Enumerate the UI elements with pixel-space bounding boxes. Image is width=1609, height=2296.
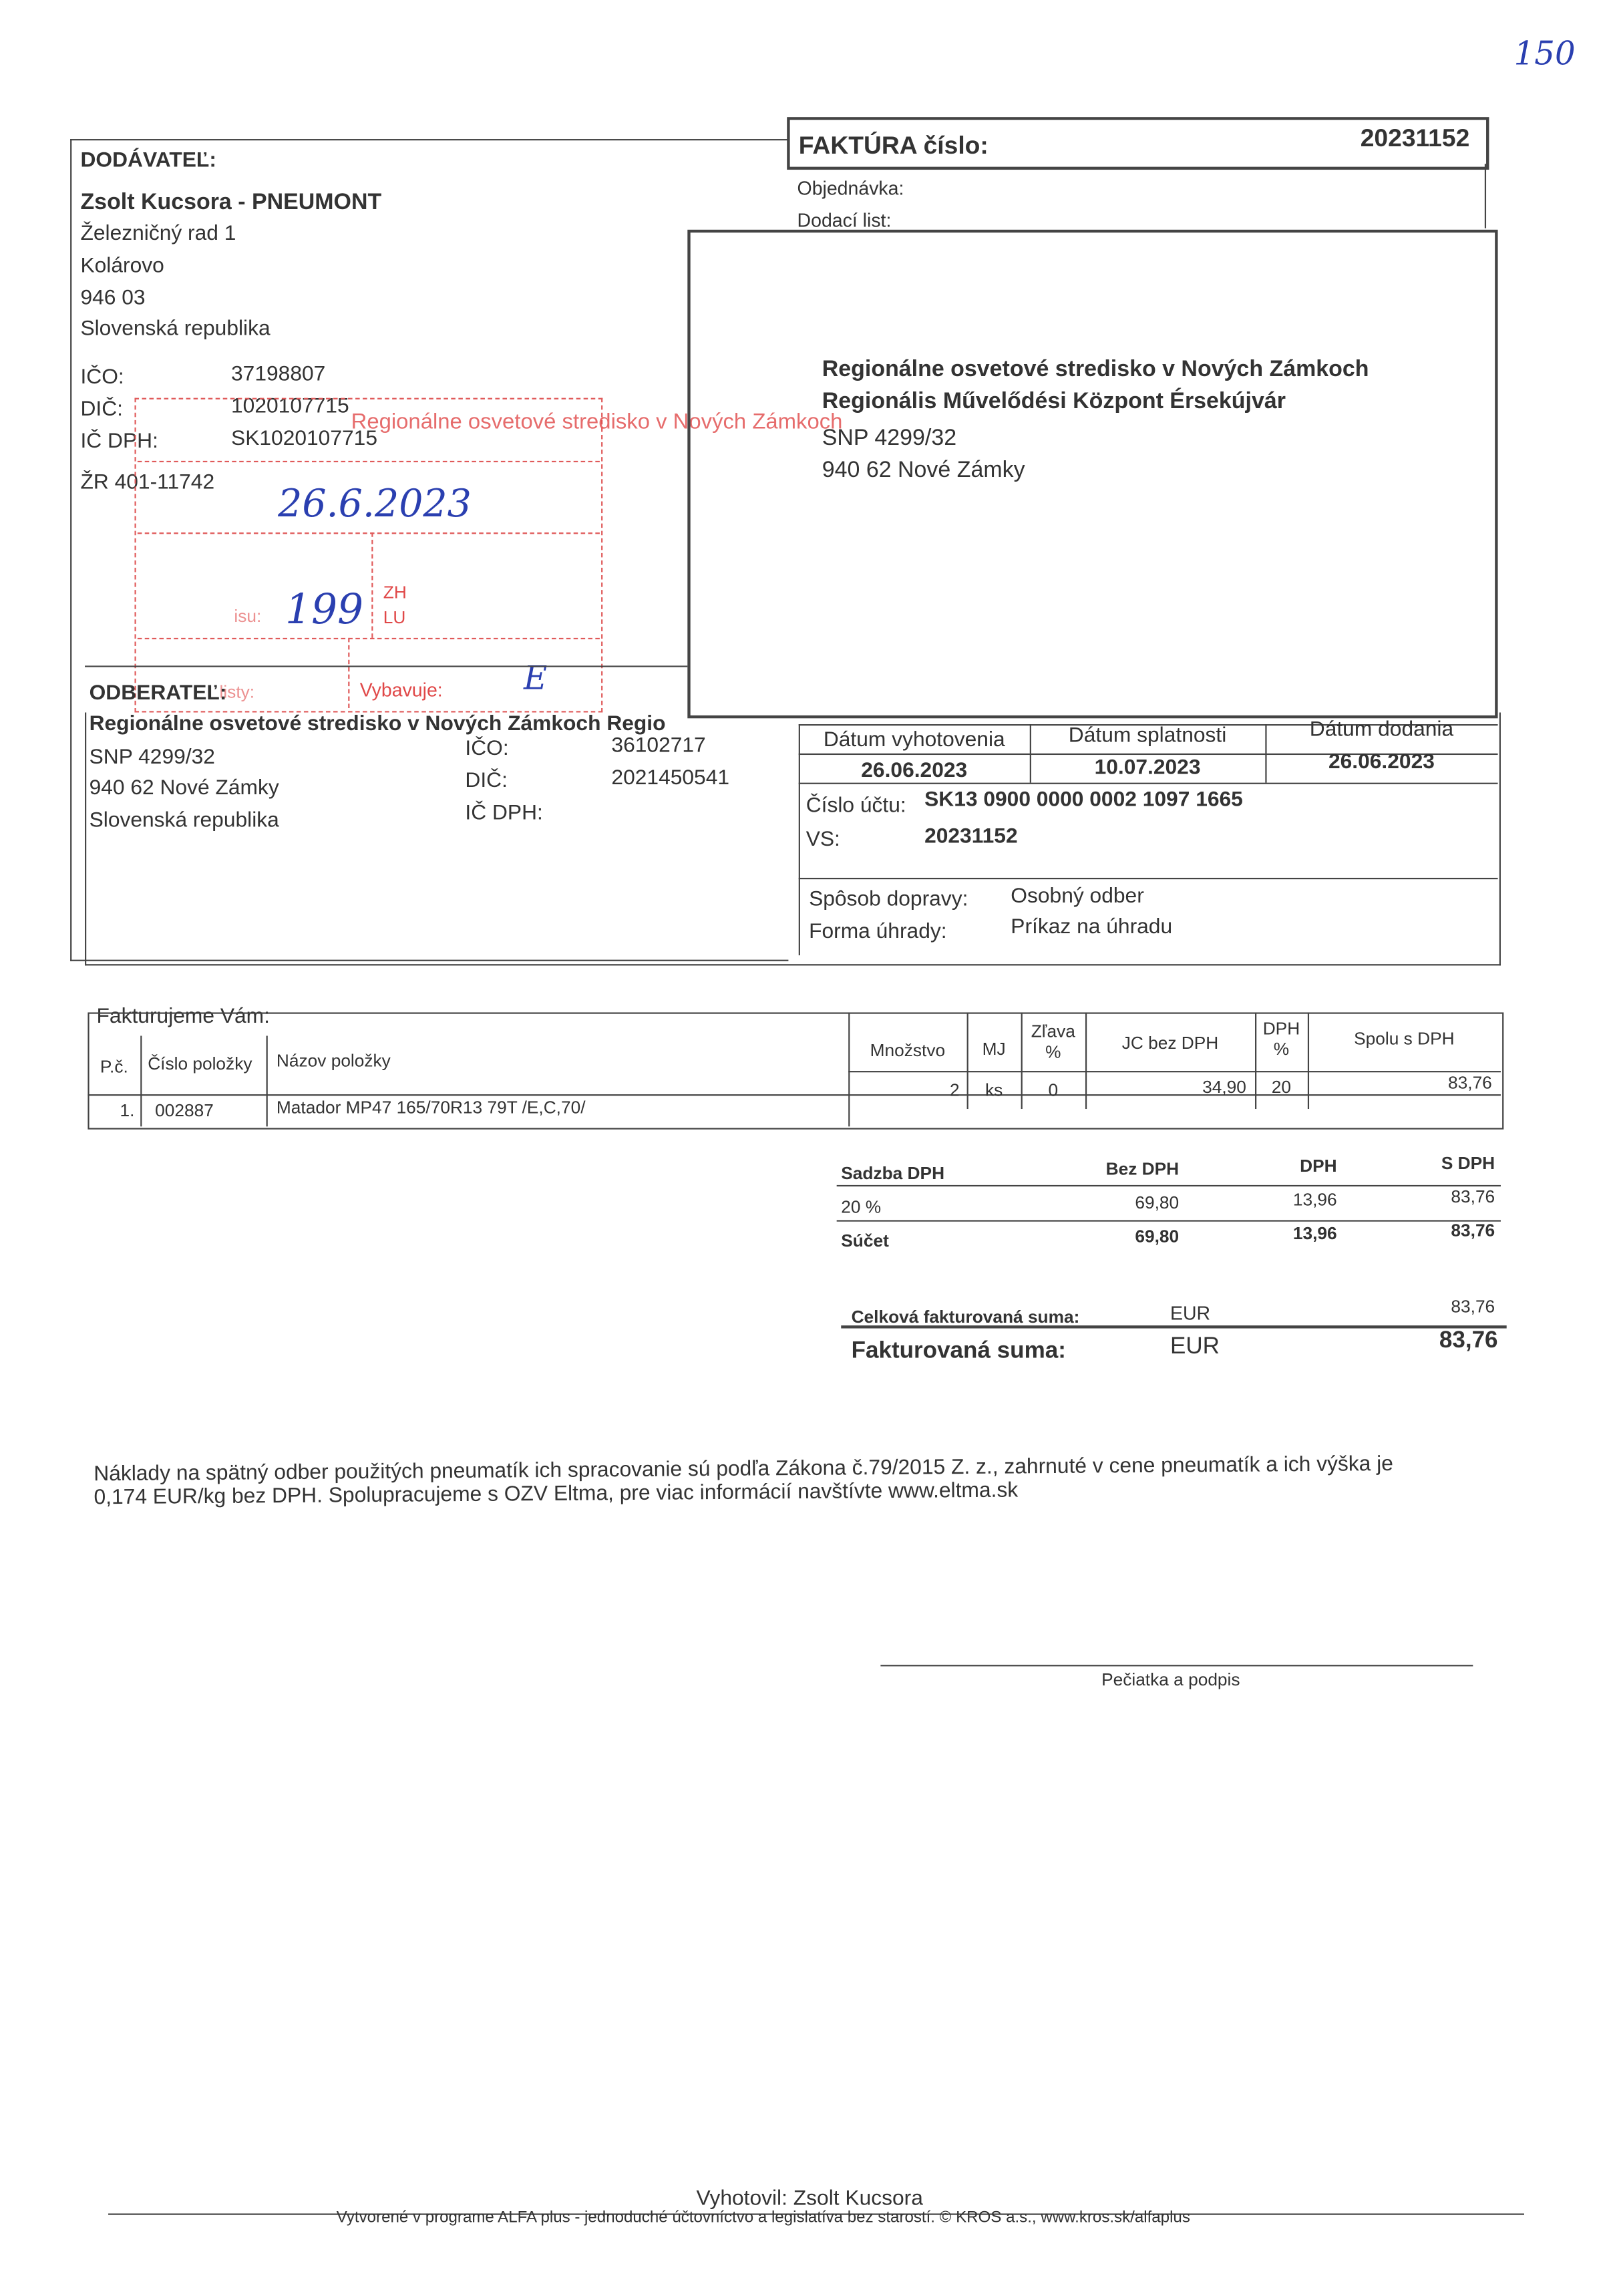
- vat-amount: 13,96: [1292, 1189, 1337, 1210]
- issued-date: 26.06.2023: [861, 759, 968, 783]
- vat-header: DPH: [1300, 1156, 1337, 1176]
- customer-street: SNP 4299/32: [89, 746, 215, 770]
- recipient-city: 940 62 Nové Zámky: [822, 458, 1025, 483]
- total-currency: EUR: [1170, 1302, 1211, 1324]
- supplier-dic-label: DIČ:: [80, 397, 123, 422]
- invoiced-currency: EUR: [1170, 1334, 1220, 1359]
- customer-icdph-label: IČ DPH:: [465, 802, 543, 826]
- stamp-date: 26.6.2023: [278, 482, 472, 527]
- stamp-divider: [138, 532, 600, 534]
- customer-ico-label: IČO:: [465, 737, 509, 761]
- border: [799, 783, 1498, 784]
- supplier-icdph-label: IČ DPH:: [80, 430, 158, 454]
- cell-unit: ks: [985, 1080, 1003, 1100]
- supplier-city: Kolárovo: [80, 255, 164, 279]
- divider: [85, 665, 687, 667]
- customer-heading: ODBERATEĽ:: [89, 681, 227, 705]
- vat-rate: 20 %: [841, 1196, 882, 1218]
- invoice-title: FAKTÚRA číslo:: [798, 132, 989, 160]
- col-header: Množstvo: [870, 1040, 946, 1061]
- sum-vat: 13,96: [1292, 1222, 1337, 1244]
- order-label: Objednávka:: [797, 176, 904, 199]
- supplier-ico-label: IČO:: [80, 365, 124, 389]
- due-date: 10.07.2023: [1094, 756, 1201, 780]
- sum-total: 83,76: [1451, 1220, 1495, 1241]
- stamp-listy-label: listy:: [219, 681, 255, 703]
- vat-header: Sadzba DPH: [841, 1163, 945, 1184]
- stamp-divider: [138, 461, 600, 462]
- note-line: Náklady na spätný odber použitých pneumatík ich spracovanie sú podľa Zákona č.79/2015 Z. z., zahrnuté v cene pneumatík a ich výška je: [94, 1452, 1394, 1487]
- supplier-street: Železničný rad 1: [80, 222, 236, 246]
- customer-dic-label: DIČ:: [465, 769, 508, 793]
- supplier-zr: ŽR 401-11742: [80, 471, 215, 495]
- cell-unit-price: 34,90: [1202, 1076, 1246, 1098]
- total-amount: 83,76: [1451, 1296, 1495, 1317]
- customer-country: Slovenská republika: [89, 809, 279, 833]
- payment-method-value: Príkaz na úhradu: [1011, 915, 1173, 939]
- vat-base: 69,80: [1135, 1192, 1180, 1213]
- supplier-zip: 946 03: [80, 287, 146, 311]
- col-header: Číslo položky: [148, 1053, 252, 1074]
- cell-item-code: 002887: [155, 1100, 214, 1121]
- account-number: SK13 0900 0000 0002 1097 1665: [924, 788, 1243, 812]
- col-header: Zľava %: [1031, 1021, 1075, 1062]
- delivery-date-label: Dátum dodania: [1309, 718, 1454, 742]
- stamp-divider: [138, 638, 600, 639]
- stamp-divider: [348, 638, 349, 708]
- stamp-header: Regionálne osvetové stredisko v Nových Zámkoch: [351, 409, 843, 435]
- payment-method-label: Forma úhrady:: [809, 920, 947, 944]
- col-header: DPH %: [1262, 1018, 1300, 1059]
- stamp-divider: [371, 532, 373, 638]
- recipient-line2: Regionális Művelődési Központ Érsekújvár: [822, 389, 1286, 414]
- border: [848, 1012, 850, 1126]
- signature-line: [880, 1665, 1473, 1666]
- supplier-dic: 1020107715: [231, 395, 349, 419]
- customer-dic: 2021450541: [611, 766, 730, 790]
- delivery-note-label: Dodací list:: [797, 209, 892, 232]
- stamp-number-label: isu:: [234, 605, 262, 627]
- supplier-name: Zsolt Kucsora - PNEUMONT: [80, 190, 382, 215]
- supplier-icdph: SK1020107715: [231, 427, 378, 451]
- supplier-ico: 37198807: [231, 363, 326, 387]
- stamp-zh: ZH: [383, 582, 407, 603]
- stamp-number: 199: [285, 585, 364, 634]
- invoice-number: 20231152: [1360, 124, 1470, 152]
- vs-value: 20231152: [924, 825, 1018, 849]
- stamp-vybavuje-label: Vybavuje:: [359, 679, 443, 701]
- stamp-lu: LU: [383, 607, 406, 628]
- vat-total: 83,76: [1451, 1186, 1495, 1207]
- stamp-vybavuje: E: [524, 661, 548, 698]
- delivery-date: 26.06.2023: [1328, 750, 1435, 774]
- vat-header: S DPH: [1441, 1152, 1495, 1174]
- cell-item-name: Matador MP47 165/70R13 79T /E,C,70/: [276, 1097, 586, 1118]
- recipient-line1: Regionálne osvetové stredisko v Nových Zámkoch: [822, 357, 1369, 382]
- invoiced-label: Fakturovaná suma:: [851, 1338, 1066, 1364]
- items-intro: Fakturujeme Vám:: [96, 1005, 270, 1029]
- cell-discount: 0: [1048, 1080, 1059, 1100]
- col-header: Názov položky: [276, 1050, 391, 1072]
- border: [266, 1036, 268, 1127]
- invoiced-amount: 83,76: [1439, 1328, 1498, 1353]
- col-header: JC bez DPH: [1121, 1033, 1219, 1053]
- cell-quantity: 2: [949, 1080, 960, 1100]
- cell-index: 1.: [120, 1100, 135, 1121]
- page-note: 150: [1513, 36, 1576, 73]
- recipient-street: SNP 4299/32: [822, 426, 957, 451]
- vs-label: VS:: [806, 828, 840, 852]
- border: [1308, 1012, 1309, 1109]
- due-date-label: Dátum splatnosti: [1068, 724, 1227, 748]
- total-label: Celková fakturovaná suma:: [851, 1306, 1080, 1327]
- vat-header: Bez DPH: [1105, 1158, 1180, 1180]
- border: [140, 1036, 142, 1127]
- software-credit: Vytvorené v programe ALFA plus - jednoduché účtovníctvo a legislatíva bez starostí. © KROS a.s., www.kros.sk/alfaplus: [336, 2208, 1190, 2227]
- supplier-country: Slovenská republika: [80, 317, 271, 341]
- col-header: P.č.: [100, 1056, 128, 1077]
- col-header: Spolu s DPH: [1354, 1028, 1455, 1049]
- supplier-heading: DODÁVATEĽ:: [80, 149, 216, 173]
- col-header: MJ: [982, 1038, 1006, 1059]
- issued-by: Vyhotovil: Zsolt Kucsora: [696, 2187, 923, 2211]
- customer-city: 940 62 Nové Zámky: [89, 776, 279, 800]
- recycling-note: [94, 1452, 1528, 1510]
- issued-date-label: Dátum vyhotovenia: [823, 728, 1005, 752]
- customer-ico: 36102717: [611, 734, 706, 758]
- cell-total: 83,76: [1448, 1072, 1492, 1093]
- sum-label: Súčet: [841, 1230, 889, 1251]
- sum-base: 69,80: [1135, 1226, 1180, 1247]
- border: [1485, 164, 1486, 228]
- border: [799, 878, 1498, 879]
- cell-vat-rate: 20: [1271, 1076, 1292, 1098]
- transport-label: Spôsob dopravy:: [809, 888, 968, 912]
- account-label: Číslo účtu:: [806, 794, 906, 818]
- note-line: 0,174 EUR/kg bez DPH. Spolupracujeme s OZV Eltma, pre viac informácií navštívte www.eltma.sk: [94, 1479, 1019, 1510]
- transport-value: Osobný odber: [1011, 884, 1144, 909]
- signature-label: Pečiatka a podpis: [1101, 1669, 1240, 1690]
- recipient-window: [687, 230, 1497, 718]
- customer-name: Regionálne osvetové stredisko v Nových Zámkoch Regio: [89, 712, 666, 736]
